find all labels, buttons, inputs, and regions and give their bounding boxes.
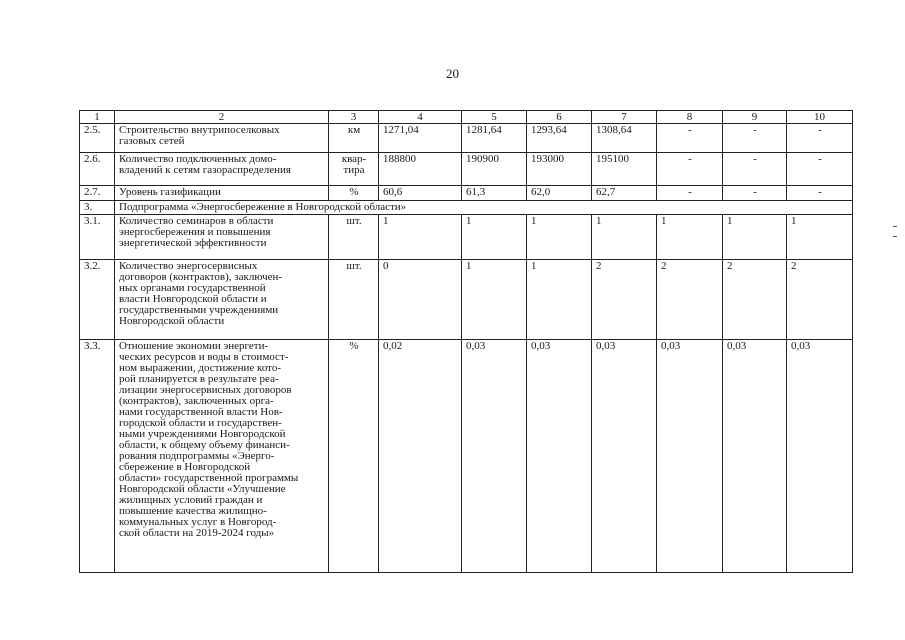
column-header-5: 5 xyxy=(462,111,527,124)
row-number: 2.6. xyxy=(80,153,115,186)
value-cell: 1 xyxy=(657,215,723,260)
unit-cell: км xyxy=(329,124,379,153)
column-header-8: 8 xyxy=(657,111,723,124)
value-cell: - xyxy=(787,186,853,201)
value-cell: 0,03 xyxy=(723,340,787,573)
value-cell: 188800 xyxy=(379,153,462,186)
table-row xyxy=(80,260,853,340)
value-cell: - xyxy=(657,186,723,201)
value-cell: 2 xyxy=(657,260,723,340)
row-number: 3. xyxy=(80,201,115,215)
value-cell: 1 xyxy=(527,215,592,260)
column-header-7: 7 xyxy=(592,111,657,124)
unit-cell: квар- тира xyxy=(329,153,379,186)
value-cell: 1 xyxy=(462,215,527,260)
row-number: 3.3. xyxy=(80,340,115,573)
page-number: 20 xyxy=(446,66,459,81)
value-cell: 0,03 xyxy=(592,340,657,573)
value-cell: 1271,04 xyxy=(379,124,462,153)
margin-mark xyxy=(893,236,897,237)
row-number: 2.7. xyxy=(80,186,115,201)
unit-cell: шт. xyxy=(329,260,379,340)
value-cell: 190900 xyxy=(462,153,527,186)
value-cell: 0,03 xyxy=(527,340,592,573)
table-row xyxy=(80,124,853,153)
value-cell: 1 xyxy=(592,215,657,260)
row-number: 3.1. xyxy=(80,215,115,260)
value-cell: - xyxy=(787,124,853,153)
table-row xyxy=(80,340,853,573)
margin-mark xyxy=(893,226,897,227)
value-cell: - xyxy=(723,124,787,153)
indicator-name: Отношение экономии энергети- ческих ресурсов и воды в стоимост- ном выражении, достижение кото- рой планируется в результате реа- лизации энергосервисных договоров (контрактов), заключенных орга- нами государственной власти Нов- городской области и государствен- ными учреждениями Новгородской области, к общему объему финанси- рования подпрограммы «Энерго- сбережение в Новгородской области» государственной программы Новгородской области «Улучшение жилищных условий граждан и повышение качества жилищно- коммунальных услуг в Новгород- ской области на 2019-2024 годы» xyxy=(115,340,329,573)
row-number: 3.2. xyxy=(80,260,115,340)
column-header-6: 6 xyxy=(527,111,592,124)
table-row xyxy=(80,201,853,215)
value-cell: 2 xyxy=(723,260,787,340)
value-cell: 0,03 xyxy=(657,340,723,573)
value-cell: - xyxy=(723,153,787,186)
value-cell: 60,6 xyxy=(379,186,462,201)
value-cell: 1 xyxy=(462,260,527,340)
subprogram-title: Подпрограмма «Энергосбережение в Новгородской области» xyxy=(115,201,853,215)
value-cell: 61,3 xyxy=(462,186,527,201)
table-row xyxy=(80,153,853,186)
value-cell: 2 xyxy=(787,260,853,340)
column-header-3: 3 xyxy=(329,111,379,124)
value-cell: - xyxy=(787,153,853,186)
indicator-name: Количество энергосервисных договоров (контрактов), заключен- ных органами государственной власти Новгородской области и государственными учреждениями Новгородской области xyxy=(115,260,329,340)
column-number-row xyxy=(80,111,853,124)
value-cell: 0,03 xyxy=(462,340,527,573)
table-row xyxy=(80,186,853,201)
indicator-name: Количество семинаров в области энергосбережения и повышения энергетической эффективности xyxy=(115,215,329,260)
indicator-name: Уровень газификации xyxy=(115,186,329,201)
value-cell: 0,03 xyxy=(787,340,853,573)
value-cell: - xyxy=(657,124,723,153)
value-cell: 195100 xyxy=(592,153,657,186)
column-header-2: 2 xyxy=(115,111,329,124)
indicators-table xyxy=(79,110,853,573)
value-cell: 2 xyxy=(592,260,657,340)
value-cell: 62,7 xyxy=(592,186,657,201)
column-header-4: 4 xyxy=(379,111,462,124)
column-header-9: 9 xyxy=(723,111,787,124)
unit-cell: % xyxy=(329,186,379,201)
row-number: 2.5. xyxy=(80,124,115,153)
value-cell: 1308,64 xyxy=(592,124,657,153)
table-row xyxy=(80,215,853,260)
value-cell: - xyxy=(657,153,723,186)
value-cell: 1 xyxy=(379,215,462,260)
unit-cell: % xyxy=(329,340,379,573)
column-header-10: 10 xyxy=(787,111,853,124)
value-cell: 1 xyxy=(527,260,592,340)
indicator-name: Строительство внутрипоселковых газовых сетей xyxy=(115,124,329,153)
value-cell: 1293,64 xyxy=(527,124,592,153)
column-header-1: 1 xyxy=(80,111,115,124)
value-cell: 193000 xyxy=(527,153,592,186)
value-cell: 0,02 xyxy=(379,340,462,573)
indicator-name: Количество подключенных домо- владений к сетям газораспределения xyxy=(115,153,329,186)
value-cell: 0 xyxy=(379,260,462,340)
value-cell: 1 xyxy=(723,215,787,260)
unit-cell: шт. xyxy=(329,215,379,260)
value-cell: 1 xyxy=(787,215,853,260)
value-cell: - xyxy=(723,186,787,201)
value-cell: 1281,64 xyxy=(462,124,527,153)
value-cell: 62,0 xyxy=(527,186,592,201)
